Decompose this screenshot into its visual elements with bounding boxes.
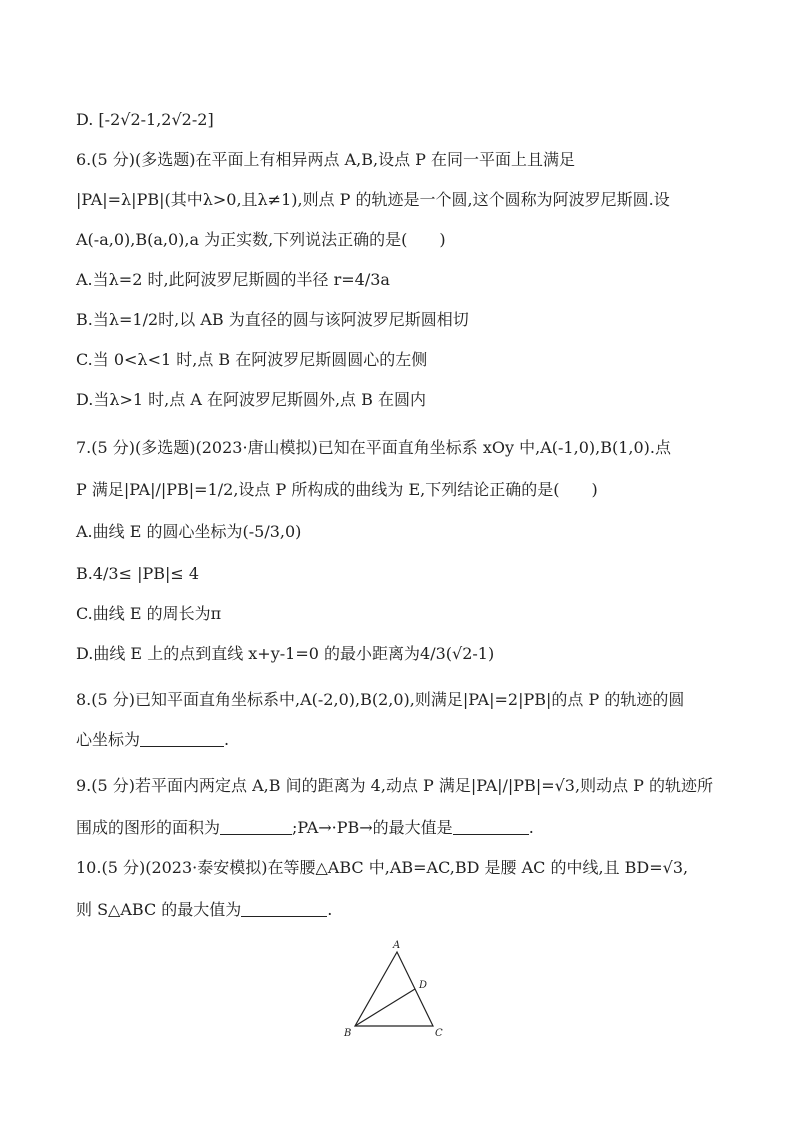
text-line: . <box>528 818 534 837</box>
question-7-line-2 <box>76 478 598 502</box>
answer-blank[interactable] <box>241 900 327 917</box>
text-line: D.当λ>1 时,点 A 在阿波罗尼斯圆外,点 B 在圆内 <box>76 390 426 409</box>
question-6-option-C <box>76 348 427 372</box>
question-8-line-2 <box>76 728 229 752</box>
text-line: A.曲线 E 的圆心坐标为(-5/3,0) <box>76 522 302 541</box>
question-9-line-1 <box>76 774 713 798</box>
question-6-option-D <box>76 388 426 412</box>
question-8-line-1 <box>76 688 684 712</box>
text-line: ;PA→·PB→的最大值是 <box>292 818 453 837</box>
text-line: 6.(5 分)(多选题)在平面上有相异两点 A,B,设点 P 在同一平面上且满足 <box>76 150 576 169</box>
vertex-label-b: B <box>344 1028 352 1038</box>
question-6-line-1 <box>76 148 575 172</box>
text-line: 8.(5 分)已知平面直角坐标系中,A(-2,0),B(2,0),则满足|PA|=2|PB|的点 P 的轨迹的圆 <box>76 690 685 709</box>
text-line: A.当λ=2 时,此阿波罗尼斯圆的半径 r=4/3a <box>76 270 390 289</box>
option-6-prev-D <box>76 108 214 132</box>
text-line: C.当 0<λ<1 时,点 B 在阿波罗尼斯圆圆心的左侧 <box>76 350 428 369</box>
text-line: P 满足|PA|/|PB|=1/2,设点 P 所构成的曲线为 E,下列结论正确的是( ) <box>76 480 598 499</box>
text-line: 7.(5 分)(多选题)(2023·唐山模拟)已知在平面直角坐标系 xOy 中,A(-1,0),B(1,0).点 <box>76 438 671 457</box>
question-7-option-B <box>76 562 199 586</box>
question-9-line-2 <box>76 816 534 840</box>
text-line: 心坐标为 <box>76 730 141 749</box>
triangle-figure <box>340 938 450 1038</box>
text-line: 围成的图形的面积为 <box>76 818 221 837</box>
text-line: 9.(5 分)若平面内两定点 A,B 间的距离为 4,动点 P 满足|PA|/|PB|=√3,则动点 P 的轨迹所 <box>76 776 714 795</box>
text-line: D.曲线 E 上的点到直线 x+y-1=0 的最小距离为4/3(√2-1) <box>76 644 495 663</box>
text-line: C.曲线 E 的周长为π <box>76 604 222 623</box>
text-line: B.4/3≤ |PB|≤ 4 <box>76 564 200 583</box>
question-6-option-B <box>76 308 469 332</box>
triangle-diagram <box>340 938 450 1038</box>
vertex-label-a: A <box>393 940 401 951</box>
question-7-option-A <box>76 520 301 544</box>
text-line: . <box>224 730 230 749</box>
answer-blank[interactable] <box>220 818 292 835</box>
question-6-option-A <box>76 268 390 292</box>
answer-blank[interactable] <box>140 730 224 747</box>
text-line: . <box>327 900 333 919</box>
question-6-line-3 <box>76 228 446 252</box>
text-line: 则 S△ABC 的最大值为 <box>76 900 242 919</box>
question-6-line-2 <box>76 188 670 212</box>
vertex-label-d: D <box>419 980 428 991</box>
question-7-line-1 <box>76 436 671 460</box>
question-10-line-1 <box>76 856 688 880</box>
vertex-label-c: C <box>435 1028 443 1038</box>
text-line: 10.(5 分)(2023·泰安模拟)在等腰△ABC 中,AB=AC,BD 是腰 AC 的中线,且 BD=√3, <box>76 858 689 877</box>
median-bd <box>355 989 415 1026</box>
text-line: A(-a,0),B(a,0),a 为正实数,下列说法正确的是( ) <box>76 230 446 249</box>
text-line: |PA|=λ|PB|(其中λ>0,且λ≠1),则点 P 的轨迹是一个圆,这个圆称为阿波罗尼斯圆.设 <box>76 190 670 209</box>
answer-blank[interactable] <box>453 818 529 835</box>
text-line: D. [-2√2-1,2√2-2] <box>76 110 214 129</box>
question-7-option-D <box>76 642 494 666</box>
text-line: B.当λ=1/2时,以 AB 为直径的圆与该阿波罗尼斯圆相切 <box>76 310 469 329</box>
question-7-option-C <box>76 602 221 626</box>
question-10-line-2 <box>76 898 332 922</box>
